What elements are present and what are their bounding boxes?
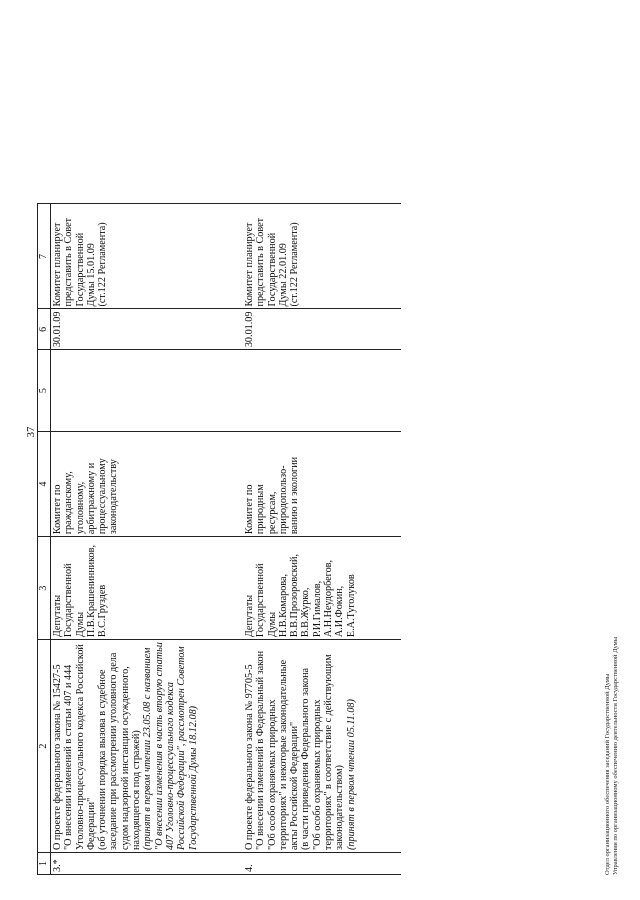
column-header: 5 <box>38 350 51 432</box>
column-header: 4 <box>38 432 51 537</box>
remark-line: Комитет планирует <box>52 222 63 307</box>
column-header: 7 <box>38 204 51 309</box>
committee-line: процессуальному <box>97 458 109 535</box>
bill-description-line: "Об особо охраняемых природных <box>311 699 323 850</box>
bills-table <box>37 204 401 876</box>
bill-note-line: Российской Федерации", рассмотрен Советом <box>176 646 188 850</box>
row-number: 3.* <box>51 853 244 875</box>
bill-description-line: "О внесении изменений в статьи 407 и 444 <box>63 664 75 850</box>
remark-line: (ст.122 Регламента) <box>289 222 301 307</box>
empty-cell <box>243 350 401 432</box>
author-line: Е.А.Туголуков <box>345 574 357 638</box>
author-line: В.С.Груздев <box>97 584 109 638</box>
committee-line: гражданскому, <box>63 471 75 535</box>
column-header: 2 <box>38 640 51 853</box>
bill-note-line: Государственной Думы 18.12.08) <box>187 705 199 850</box>
author-line: А.И.Фокин, <box>334 585 346 638</box>
table-row <box>243 204 401 875</box>
committee-line: природопользо- <box>277 465 289 535</box>
bill-description-line: территориях" в соответствие с действующим <box>323 654 335 850</box>
bill-description-line: О проекте федерального закона № 15427-5 <box>52 664 63 850</box>
author-line: Государственной <box>63 563 75 638</box>
bill-description-line: находящегося под стражей) <box>131 730 143 850</box>
author-line: Думы <box>266 611 278 638</box>
author-line: Р.И.Гималов, <box>311 580 323 638</box>
bill-note-line: (принят в первом чтении 23.05.08 с названием <box>142 647 154 850</box>
bill-note-line: 407 Уголовно-процессуального кодекса <box>164 682 176 850</box>
author-line: Н.В.Комарова, <box>277 573 289 638</box>
committee-line: природным <box>255 484 267 535</box>
footer-line: Управления по организационному обеспечению деятельности Государственной Думы <box>612 636 619 875</box>
committee-line: уголовному, <box>74 481 86 535</box>
remark-cell <box>243 204 401 309</box>
author-line: Депутаты <box>244 594 255 638</box>
remark-line: Государственной <box>266 232 278 307</box>
bill-description-line: акты Российской Федерации" <box>289 721 301 850</box>
column-header: 1 <box>38 853 51 875</box>
bill-description-line: (в части приведения Федерального закона <box>300 667 312 850</box>
committee-line: Комитет по <box>52 484 63 535</box>
page-number: 37 <box>25 426 37 438</box>
author-line: А.Н.Неудорбегов, <box>323 559 335 638</box>
author-line: В.В.Прозоровский, <box>289 554 301 638</box>
remark-line: представить в Совет <box>63 217 75 307</box>
page-footer <box>604 637 620 875</box>
date-cell: 30.01.09 <box>51 309 244 350</box>
authors-cell <box>243 537 401 640</box>
author-line: В.В.Журко, <box>300 587 312 638</box>
author-line: Думы <box>74 611 86 638</box>
committee-line: ресурсам, <box>266 491 278 535</box>
empty-cell <box>51 350 244 432</box>
author-line: Государственной <box>255 563 267 638</box>
committee-line: Комитет по <box>244 484 255 535</box>
table-row <box>51 204 244 875</box>
bill-note-line: "О внесении изменения в часть вторую статьи <box>153 642 165 850</box>
remark-line: Государственной <box>74 232 86 307</box>
authors-cell <box>51 537 244 640</box>
committee-line: ванию и экологии <box>289 456 301 535</box>
column-header: 6 <box>38 309 51 350</box>
bill-description-line: судом надзорной инстанции осужденного, <box>119 666 131 850</box>
bill-description-line: (об уточнении порядка вызова в судебное <box>97 669 109 850</box>
author-line: П.В.Крашенинников, <box>85 544 97 638</box>
remark-cell <box>51 204 244 309</box>
committee-cell <box>243 432 401 537</box>
table-header-row <box>38 204 51 875</box>
remark-line: Думы 15.01.09 <box>85 243 97 307</box>
bill-description-cell <box>243 640 401 853</box>
date-cell: 30.01.09 <box>243 309 401 350</box>
bill-description-cell <box>51 640 244 853</box>
committee-line: арбитражному и <box>85 462 97 535</box>
column-header: 3 <box>38 537 51 640</box>
bill-description-line: "О внесении изменений в Федеральный закон <box>255 650 267 850</box>
bill-description-line: О проекте федерального закона № 97705-5 <box>244 664 255 850</box>
bill-description-line: территориях" и некоторые законодательные <box>277 659 289 850</box>
bill-note-line: (принят в первом чтении 05.11.08) <box>345 699 357 850</box>
row-number: 4. <box>243 853 401 875</box>
footer-line: Отдел организационного обеспечения заседаний Государственной Думы <box>604 673 611 875</box>
bill-description-line: заседание при рассмотрении уголовного дела <box>108 652 120 850</box>
author-line: Депутаты <box>52 594 63 638</box>
bill-description-line: "Об особо охраняемых природных <box>266 699 278 850</box>
remark-line: Комитет планирует <box>244 222 255 307</box>
bill-description-line: Федерации" <box>85 797 97 850</box>
bill-description-line: законодательством) <box>334 765 346 850</box>
remark-line: представить в Совет <box>255 217 267 307</box>
bill-description-line: Уголовно-процессуального кодекса Российской <box>74 644 86 850</box>
committee-line: законодательству <box>108 459 120 535</box>
committee-cell <box>51 432 244 537</box>
remark-line: Думы 22.01.09 <box>277 243 289 307</box>
remark-line: (ст.122 Регламента) <box>97 222 109 307</box>
